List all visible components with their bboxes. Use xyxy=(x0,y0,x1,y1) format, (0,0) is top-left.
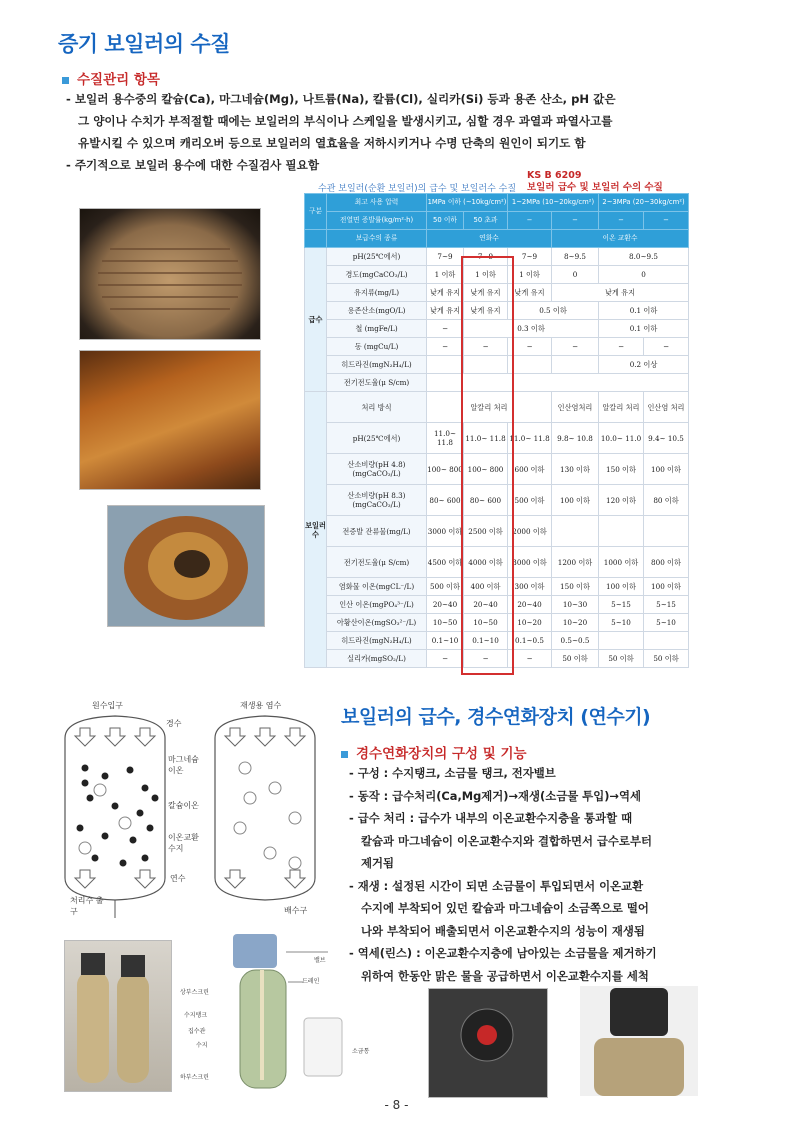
tube-lines xyxy=(80,209,260,339)
table-cell: 낮게 유지 xyxy=(508,284,552,302)
cutaway-label: 수지 xyxy=(196,1042,208,1049)
ion-dot xyxy=(130,837,137,844)
highlight-box xyxy=(461,256,514,675)
resin-bead xyxy=(234,822,246,834)
diagram-label: 이온교환 수지 xyxy=(168,833,199,853)
page-title: 증기 보일러의 수질 xyxy=(58,32,230,56)
table-cell: 급수 xyxy=(305,248,327,392)
table-cell: 20~40 xyxy=(464,596,508,614)
diagram-label: 칼슘이온 xyxy=(168,801,199,810)
table-cell: 낮게 유지 xyxy=(464,302,508,320)
table-cell: 보일러수 xyxy=(305,392,327,668)
flow-arrow xyxy=(285,870,305,888)
dash: − xyxy=(552,212,599,230)
table-cell: 히드라진(mgN₂H₄/L) xyxy=(327,632,427,650)
text-line: - 재생 : 설정된 시간이 되면 소금물이 투입되면서 이온교환 xyxy=(349,878,644,893)
diagram-label: 마그네슘 이온 xyxy=(168,755,199,775)
table-cell: 100 이하 xyxy=(644,578,689,596)
text-line: - 역세(린스) : 이온교환수지층에 남아있는 소금물을 제거하기 xyxy=(349,946,657,960)
diagram-label: 재생용 염수 xyxy=(240,701,282,710)
table-cell: 0.5~0.5 xyxy=(552,632,599,650)
table-cell: 11.0~ 11.8 xyxy=(427,423,464,454)
control-valve-photo xyxy=(428,988,548,1098)
evap-1: 50 이하 xyxy=(427,212,464,230)
section-heading-softener xyxy=(341,742,527,762)
table-cell: 1000 이하 xyxy=(599,547,644,578)
resin-bead xyxy=(289,812,301,824)
ion-dot xyxy=(147,825,154,832)
flow-arrow xyxy=(225,870,245,888)
table-cell: 80~ 600 xyxy=(464,485,508,516)
ion-dot xyxy=(77,825,84,832)
table-cell: pH(25℃에서) xyxy=(327,423,427,454)
dash: − xyxy=(599,212,644,230)
bullet-line: 그 양이나 수치가 부적절할 때에는 보일러의 부식이나 스케일을 발생시키고, 심할 경우 과열과 파열사고를 xyxy=(78,114,613,128)
cutaway xyxy=(178,930,378,1092)
table-cell: 3000 이하 xyxy=(508,547,552,578)
water-type-header: 보급수의 종류 xyxy=(327,230,427,248)
softener-cutaway-diagram xyxy=(178,930,378,1092)
resin-bead xyxy=(239,762,251,774)
table-cell: 7~9 xyxy=(508,248,552,266)
table-cell: 9.8~ 10.8 xyxy=(552,423,599,454)
flow-arrow xyxy=(225,728,245,746)
table-cell: 10.0~ 11.0 xyxy=(599,423,644,454)
softener-text xyxy=(349,762,769,987)
ks-title: 보일러 급수 및 보일러 수의 수질 xyxy=(527,182,663,193)
valve-dial xyxy=(429,989,547,1097)
table-cell: 10~30 xyxy=(552,596,599,614)
resin-bead xyxy=(269,782,281,794)
table-cell: 0.2 이상 xyxy=(599,356,689,374)
table-cell: 10~20 xyxy=(508,614,552,632)
table-cell: − xyxy=(644,338,689,356)
pressure-3: 2~3MPa (20~30kg/cm²) xyxy=(599,194,689,212)
table-cell: 염화물 이온(mgCL⁻/L) xyxy=(327,578,427,596)
table-cell: 400 이하 xyxy=(464,578,508,596)
diagram-label: 처리수 출구 xyxy=(70,896,104,916)
cutaway-label: 수지탱크 xyxy=(184,1012,208,1019)
diagram-label: 연수 xyxy=(170,874,186,883)
table-cell xyxy=(552,356,599,374)
table-cell: − xyxy=(427,320,464,338)
table-cell: 알칼리 처리 xyxy=(599,392,644,423)
table-cell: 50 이하 xyxy=(552,650,599,668)
resin-bead xyxy=(289,857,301,869)
text-line: 칼슘과 마그네슘이 이온교환수지와 결합하면서 급수로부터 xyxy=(361,833,652,848)
cutaway-label: 상부스크린 xyxy=(180,989,209,996)
table-cell: 300 이하 xyxy=(508,578,552,596)
ion-dot xyxy=(92,855,99,862)
valve-head xyxy=(580,986,698,1096)
cutaway-label: 소금통 xyxy=(352,1048,370,1055)
table-cell: 0 xyxy=(599,266,689,284)
table-cell: 5~10 xyxy=(644,614,689,632)
table-cell: 150 이하 xyxy=(599,454,644,485)
table-cell: 0.5 이하 xyxy=(508,302,599,320)
gubun-header: 구분 xyxy=(305,194,327,230)
table-cell: 철 (mgFe/L) xyxy=(327,320,427,338)
table-cell: 히드라진(mgN₂H₄/L) xyxy=(327,356,427,374)
table-cell: 0 xyxy=(552,266,599,284)
table-cell: 전기전도율(μ S/cm) xyxy=(327,374,427,392)
table-cell: 100~ 800 xyxy=(427,454,464,485)
table-cell: 20~40 xyxy=(508,596,552,614)
table-cell: 실리카(mgSO₂/L) xyxy=(327,650,427,668)
softener-title: 보일러의 급수, 경수연화장치 (연수기) xyxy=(341,706,651,728)
table-cell: 5~10 xyxy=(599,614,644,632)
resin-bead xyxy=(94,784,106,796)
ion-dot xyxy=(82,765,89,772)
cutaway-label: 드레인 xyxy=(302,978,320,985)
diagram-label: 원수입구 xyxy=(92,701,123,710)
cutaway-label: 하부스크린 xyxy=(180,1074,209,1081)
table-cell: − xyxy=(508,650,552,668)
table-cell: 산소비량(pH 8.3) (mgCaCO₃/L) xyxy=(327,485,427,516)
flow-arrow xyxy=(105,728,125,746)
table-cell: 80~ 600 xyxy=(427,485,464,516)
dash: − xyxy=(508,212,552,230)
table-cell: 0.1~10 xyxy=(464,632,508,650)
table-cell: 80 이하 xyxy=(644,485,689,516)
diagram-label: 배수구 xyxy=(284,906,308,915)
max-pressure-header: 최고 사용 압력 xyxy=(327,194,427,212)
ion-dots xyxy=(77,765,159,867)
ion-dot xyxy=(87,795,94,802)
table-cell: 10~50 xyxy=(427,614,464,632)
evap-header: 전열면 증발률(kg/m²·h) xyxy=(327,212,427,230)
table-cell: 10~50 xyxy=(464,614,508,632)
ion-dot xyxy=(82,780,89,787)
table-cell: 11.0~ 11.8 xyxy=(508,423,552,454)
evap-2: 50 초과 xyxy=(464,212,508,230)
table-cell: 120 이하 xyxy=(599,485,644,516)
flow-arrow xyxy=(255,728,275,746)
table-cell: 1200 이하 xyxy=(552,547,599,578)
ion-exchange-water: 이온 교환수 xyxy=(552,230,689,248)
table-cell: 낮게 유지 xyxy=(427,284,464,302)
page-number: - 8 - xyxy=(384,1098,409,1112)
table-cell: 전증발 잔류물(mg/L) xyxy=(327,516,427,547)
table-cell: 5~15 xyxy=(644,596,689,614)
text-line: 제거됨 xyxy=(361,856,395,870)
table-cell: 4000 이하 xyxy=(464,547,508,578)
table-cell: 인산 이온(mgPO₄³⁻/L) xyxy=(327,596,427,614)
ion-dot xyxy=(102,773,109,780)
ion-dot xyxy=(152,795,159,802)
table-cell xyxy=(599,516,644,547)
bullet-line: 유발시킬 수 있으며 캐리오버 등으로 보일러의 열효율을 저하시키거나 수명 단축의 원인이 되기도 함 xyxy=(78,136,586,150)
table-cell: 5~15 xyxy=(599,596,644,614)
table-cell: 150 이하 xyxy=(552,578,599,596)
table-cell xyxy=(427,356,464,374)
ion-dot xyxy=(142,855,149,862)
table-cell: 낮게 유지 xyxy=(427,302,464,320)
pressure-1: 1MPa 이하 (~10kg/cm²) xyxy=(427,194,508,212)
bullet-line: - 보일러 용수중의 칼슘(Ca), 마그네슘(Mg), 나트륨(Na), 칼륨(Cl), 실리카(Si) 등과 용존 산소, pH 값은 xyxy=(66,92,616,106)
table-cell: 용존산소(mgO/L) xyxy=(327,302,427,320)
table-cell xyxy=(508,356,552,374)
diagram-label: 경수 xyxy=(166,719,182,728)
text-line: 위하여 한동안 맑은 물을 공급하면서 이온교환수지를 세척 xyxy=(361,968,649,983)
table-cell: 100 이하 xyxy=(552,485,599,516)
table-cell: 600 이하 xyxy=(508,454,552,485)
ion-dot xyxy=(120,860,127,867)
ion-dot xyxy=(112,803,119,810)
flow-arrow xyxy=(135,728,155,746)
table-cell: 7~9 xyxy=(427,248,464,266)
text-line: 수지에 부착되어 있던 칼슘과 마그네슘이 소금쪽으로 떨어 xyxy=(361,901,649,915)
valve-head-photo xyxy=(580,986,698,1096)
table-cell: 8~9.5 xyxy=(552,248,599,266)
heading-text: 수질관리 항목 xyxy=(77,72,160,88)
water-quality-text xyxy=(66,88,766,176)
table-cell: 산소비량(pH 4.8) (mgCaCO₃/L) xyxy=(327,454,427,485)
table-cell xyxy=(599,632,644,650)
pipe-cross-section xyxy=(108,506,264,626)
table-cell: 0.1~0.5 xyxy=(508,632,552,650)
table-cell xyxy=(644,516,689,547)
text-line: - 동작 : 급수처리(Ca,Mg제거)→재생(소금물 투입)→역세 xyxy=(349,788,641,803)
table-cell: 0.1~10 xyxy=(427,632,464,650)
table-cell: 11.0~ 11.8 xyxy=(464,423,508,454)
table-cell: 0.1 이하 xyxy=(599,320,689,338)
table-cell: − xyxy=(508,338,552,356)
table-cell: 3000 이하 xyxy=(427,516,464,547)
resin-bead xyxy=(264,847,276,859)
table-cell: − xyxy=(427,650,464,668)
resin-bead xyxy=(119,817,131,829)
pipe-scale-photo xyxy=(107,505,265,627)
table-cell: 유지류(mg/L) xyxy=(327,284,427,302)
table-cell: 낮게 유지 xyxy=(464,284,508,302)
table-cell: 인산염 처리 xyxy=(644,392,689,423)
section-heading-water-quality xyxy=(62,68,160,88)
table-cell: 800 이하 xyxy=(644,547,689,578)
table-cell: 알칼리 처리 xyxy=(427,392,552,423)
cutaway-label: 밸브 xyxy=(314,957,326,964)
ion-dot xyxy=(142,785,149,792)
tanks xyxy=(65,941,171,1091)
table-cell: 경도(mgCaCO₃/L) xyxy=(327,266,427,284)
table-cell: 20~40 xyxy=(427,596,464,614)
table-cell: 0.1 이하 xyxy=(599,302,689,320)
table-cell: 50 이하 xyxy=(644,650,689,668)
ion-dot xyxy=(102,833,109,840)
ks-code: KS B 6209 xyxy=(527,170,582,181)
table-cell: 100 이하 xyxy=(599,578,644,596)
softener-tanks-photo xyxy=(64,940,172,1092)
table-cell xyxy=(644,632,689,650)
text-line: - 급수 처리 : 급수가 내부의 이온교환수지층을 통과할 때 xyxy=(349,811,633,825)
dash: − xyxy=(644,212,689,230)
pressure-2: 1~2MPa (10~20kg/cm²) xyxy=(508,194,599,212)
table-cell: − xyxy=(464,650,508,668)
table-cell: 100 이하 xyxy=(644,454,689,485)
table-cell: 2000 이하 xyxy=(508,516,552,547)
table-cell: 전기전도율(μ S/cm) xyxy=(327,547,427,578)
boiler-tube-scale-photo xyxy=(79,208,261,340)
ks-standard-note xyxy=(527,170,663,194)
table-cell: 0.3 이하 xyxy=(464,320,599,338)
table-cell: 500 이하 xyxy=(508,485,552,516)
table-cell: 9.4~ 10.5 xyxy=(644,423,689,454)
heading-text: 경수연화장치의 구성 및 기능 xyxy=(356,746,527,762)
table-cell: 100~ 800 xyxy=(464,454,508,485)
flow-arrow xyxy=(135,870,155,888)
table-cell: 10~20 xyxy=(552,614,599,632)
table-cell: − xyxy=(599,338,644,356)
table-caption: 수관 보일러(순환 보일러)의 급수 및 보일러수 수질 xyxy=(318,184,517,194)
table-cell: 8.0~9.5 xyxy=(599,248,689,266)
table-cell: 4500 이하 xyxy=(427,547,464,578)
table-cell: 처리 방식 xyxy=(327,392,427,423)
flow-arrow xyxy=(75,728,95,746)
table-cell: 1 이하 xyxy=(464,266,508,284)
table-cell: 7~9 xyxy=(464,248,508,266)
cutaway-label: 집수관 xyxy=(188,1028,206,1035)
boiler-corrosion-photo xyxy=(79,350,261,490)
table-cell: 아황산이온(mgSO₃²⁻/L) xyxy=(327,614,427,632)
text-line: 나와 부착되어 배출되면서 이온교환수지의 성능이 재생됨 xyxy=(361,923,645,938)
table-cell: 130 이하 xyxy=(552,454,599,485)
flow-arrow xyxy=(285,728,305,746)
table-cell: − xyxy=(427,338,464,356)
table-cell: 1 이하 xyxy=(427,266,464,284)
resin-bead xyxy=(79,842,91,854)
table-cell: 동 (mgCu/L) xyxy=(327,338,427,356)
table-cell: 50 이하 xyxy=(599,650,644,668)
bullet-line: - 주기적으로 보일러 용수에 대한 수질검사 필요함 xyxy=(66,158,320,172)
text-line: - 구성 : 수지탱크, 소금물 탱크, 전자밸브 xyxy=(349,766,556,780)
ion-dot xyxy=(127,767,134,774)
table-cell: − xyxy=(464,338,508,356)
resin-bead xyxy=(244,792,256,804)
table-cell: 낮게 유지 xyxy=(552,284,689,302)
table-cell: 인산염처리 xyxy=(552,392,599,423)
table-cell: 1 이하 xyxy=(508,266,552,284)
table-cell: − xyxy=(552,338,599,356)
table-cell xyxy=(552,516,599,547)
table-cell: 2500 이하 xyxy=(464,516,508,547)
table-cell: 500 이하 xyxy=(427,578,464,596)
flow-arrow xyxy=(75,870,95,888)
table-cell: pH(25℃에서) xyxy=(327,248,427,266)
ion-dot xyxy=(137,810,144,817)
softened-water: 연화수 xyxy=(427,230,552,248)
